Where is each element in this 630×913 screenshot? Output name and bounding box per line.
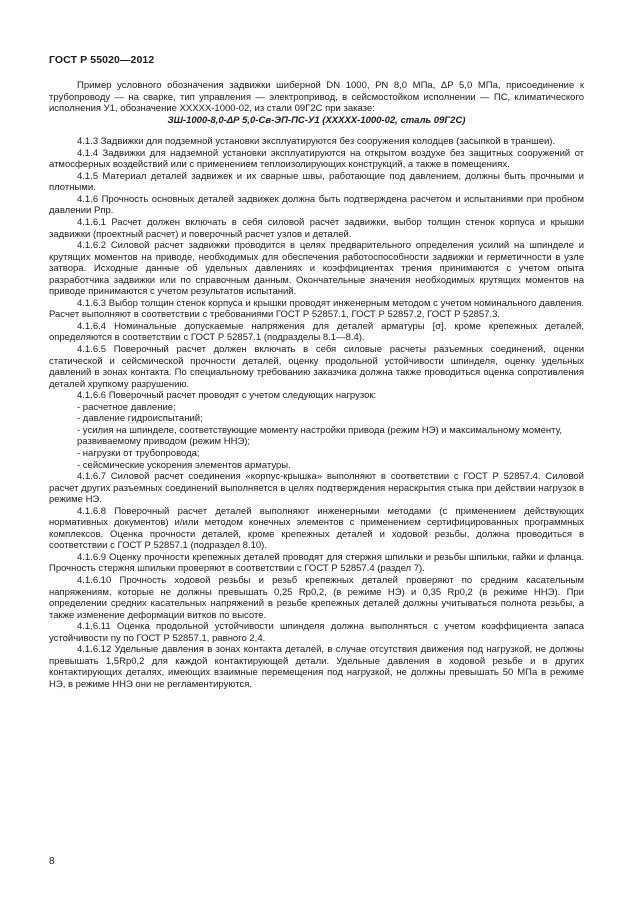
clause-4-1-6-4: 4.1.6.4 Номинальные допускаемые напряжения для деталей арматуры [σ], кроме крепежных деталей, определяются в соответствии с ГОСТ Р 52857.1 (подразделы 8.1—8.4). [49, 320, 584, 344]
clause-4-1-6-11: 4.1.6.11 Оценка продольной устойчивости шпинделя должна выполняться с учетом коэффициента запаса устойчивости nу по ГОСТ Р 52857.1, равного 2,4. [49, 621, 584, 644]
page-number: 8 [49, 856, 55, 867]
example-paragraph: Пример условного обозначения задвижки шиберной DN 1000, PN 8,0 МПа, ΔP 5,0 МПа, присоединение к трубопроводу — на сварке, тип управления — электропривод, в сейсмостойком исполнении — ПС, климатического исполнения У1, обозначение ХХХХХ-1000-02, из стали 09Г2С при заказе: [49, 80, 584, 115]
clause-4-1-6-9: 4.1.6.9 Оценку прочности крепежных деталей проводят для стержня шпильки и резьбы шпильки, гайки и фланца. Прочность стержня шпильки проверяют в соответствии с ГОСТ Р 52857.4 (раздел 7). [49, 551, 584, 575]
clause-4-1-4: 4.1.4 Задвижки для надземной установки эксплуатируются на открытом воздухе без защитных сооружений от атмосферных воздействий или с применением теплоизолирующих конструкций, а также в помещениях. [49, 147, 584, 171]
clause-4-1-5: 4.1.5 Материал деталей задвижек и их сварные швы, работающие под давлением, должны быть прочными и плотными. [49, 170, 584, 194]
clause-4-1-6-3: 4.1.6.3 Выбор толщин стенок корпуса и крышки проводят инженерным методом с учетом номинального давления. Расчет выполняют в соответствии с требованиями ГОСТ Р 52857.1, ГОСТ Р 52857.2, ГОСТ Р 52857.3. [49, 297, 584, 321]
load-list-item: - сейсмические ускорения элементов арматуры. [77, 459, 291, 471]
clause-4-1-3: 4.1.3 Задвижки для подземной установки эксплуатируются без сооружения колодцев (засыпкой в траншеи). [77, 136, 556, 148]
load-list-item: - усилия на шпинделе, соответствующие моменту настройки привода (режим НЭ) и максимальному моменту, развиваемому приводом (режим ННЭ); [77, 424, 563, 448]
clause-4-1-6: 4.1.6 Прочность основных деталей задвижек должна быть подтверждена расчетом и испытаниями при пробном давлении Pпр. [49, 193, 584, 217]
load-list-item: - давление гидроиспытаний; [77, 413, 203, 425]
clause-4-1-6-7: 4.1.6.7 Силовой расчет соединения «корпус-крышка» выполняют в соответствии с ГОСТ Р 52857.4. Силовой расчет других разъемных соединений выполняется в целях подтверждения нераскрытия стыка при действии нагрузок в режиме НЭ. [49, 471, 584, 506]
clause-4-1-6-2: 4.1.6.2 Силовой расчет задвижки проводится в целях предварительного определения усилий на шпинделе и крутящих моментов на приводе, необходимых для обеспечения работоспособности задвижки и герметичности в узле затвора. Исходные данные об удельных давлениях и коэффициентах трения принимаются с учетом опыта разработчика задвижки или по справочным данным. Окончательные значения необходимых крутящих моментов на приводе принимаются с учетом результатов испытаний. [49, 240, 584, 298]
document-body [49, 80, 584, 690]
clause-4-1-6-1: 4.1.6.1 Расчет должен включать в себя силовой расчет задвижки, выбор толщин стенок корпуса и крышки задвижки (проектный расчет) и поверочный расчет узлов и деталей. [49, 217, 584, 240]
clause-4-1-6-12: 4.1.6.12 Удельные давления в зонах контакта деталей, в случае отсутствия движения под нагрузкой, не должны превышать 1,5Rp0,2 для каждой контактирующей детали. Удельные давления в ходовой резьбе и в других контактирующих деталях, имеющих взаимные перемещения под нагрузкой, не должны превышать 50 МПа в режиме НЭ, в режиме ННЭ они не регламентируются. [49, 644, 584, 690]
clause-4-1-6-5: 4.1.6.5 Поверочный расчет должен включать в себя силовые расчеты разъемных соединений, оценки статической и сейсмической прочности деталей, оценку продольной устойчивости шпинделя, оценку удельных давлений в зонах контакта. По специальному требованию заказчика должна также проводиться оценка сопротивления деталей хрупкому разрушению. [49, 344, 584, 390]
clause-4-1-6-10: 4.1.6.10 Прочность ходовой резьбы и резьб крепежных деталей проверяют по средним касательным напряжениям, которые не должны превышать 0,25 Rp0,2, (в режиме НЭ) и 0,35 Rp0,2 (в режиме ННЭ). При определении средних касательных напряжений в резьбе крепежных деталей должны учитываться полнота резьбы, а также изменение деформации витков по высоте. [49, 574, 584, 621]
load-list-item: - нагрузки от трубопровода; [77, 447, 200, 459]
load-list-item: - расчетное давление; [77, 401, 176, 413]
designation-formula: ЗШ-1000-8,0-ΔР 5,0-Св-ЭП-ПС-У1 (ХХХХХ-1000-02, сталь 09Г2С) [167, 114, 466, 126]
document-header: ГОСТ Р 55020—2012 [49, 54, 155, 66]
clause-4-1-6-8: 4.1.6.8 Поверочный расчет деталей выполняют инженерными методами (с применением действующих нормативных документов) и/или методом конечных элементов с применением сертифицированных программных комплексов. Оценка прочности деталей, кроме крепежных деталей и ходовой резьбы, должна проводиться в соответствии с ГОСТ Р 52857.1 (подраздел 8.10). [49, 505, 584, 552]
clause-4-1-6-6: 4.1.6.6 Поверочный расчет проводят с учетом следующих нагрузок: [77, 390, 377, 402]
